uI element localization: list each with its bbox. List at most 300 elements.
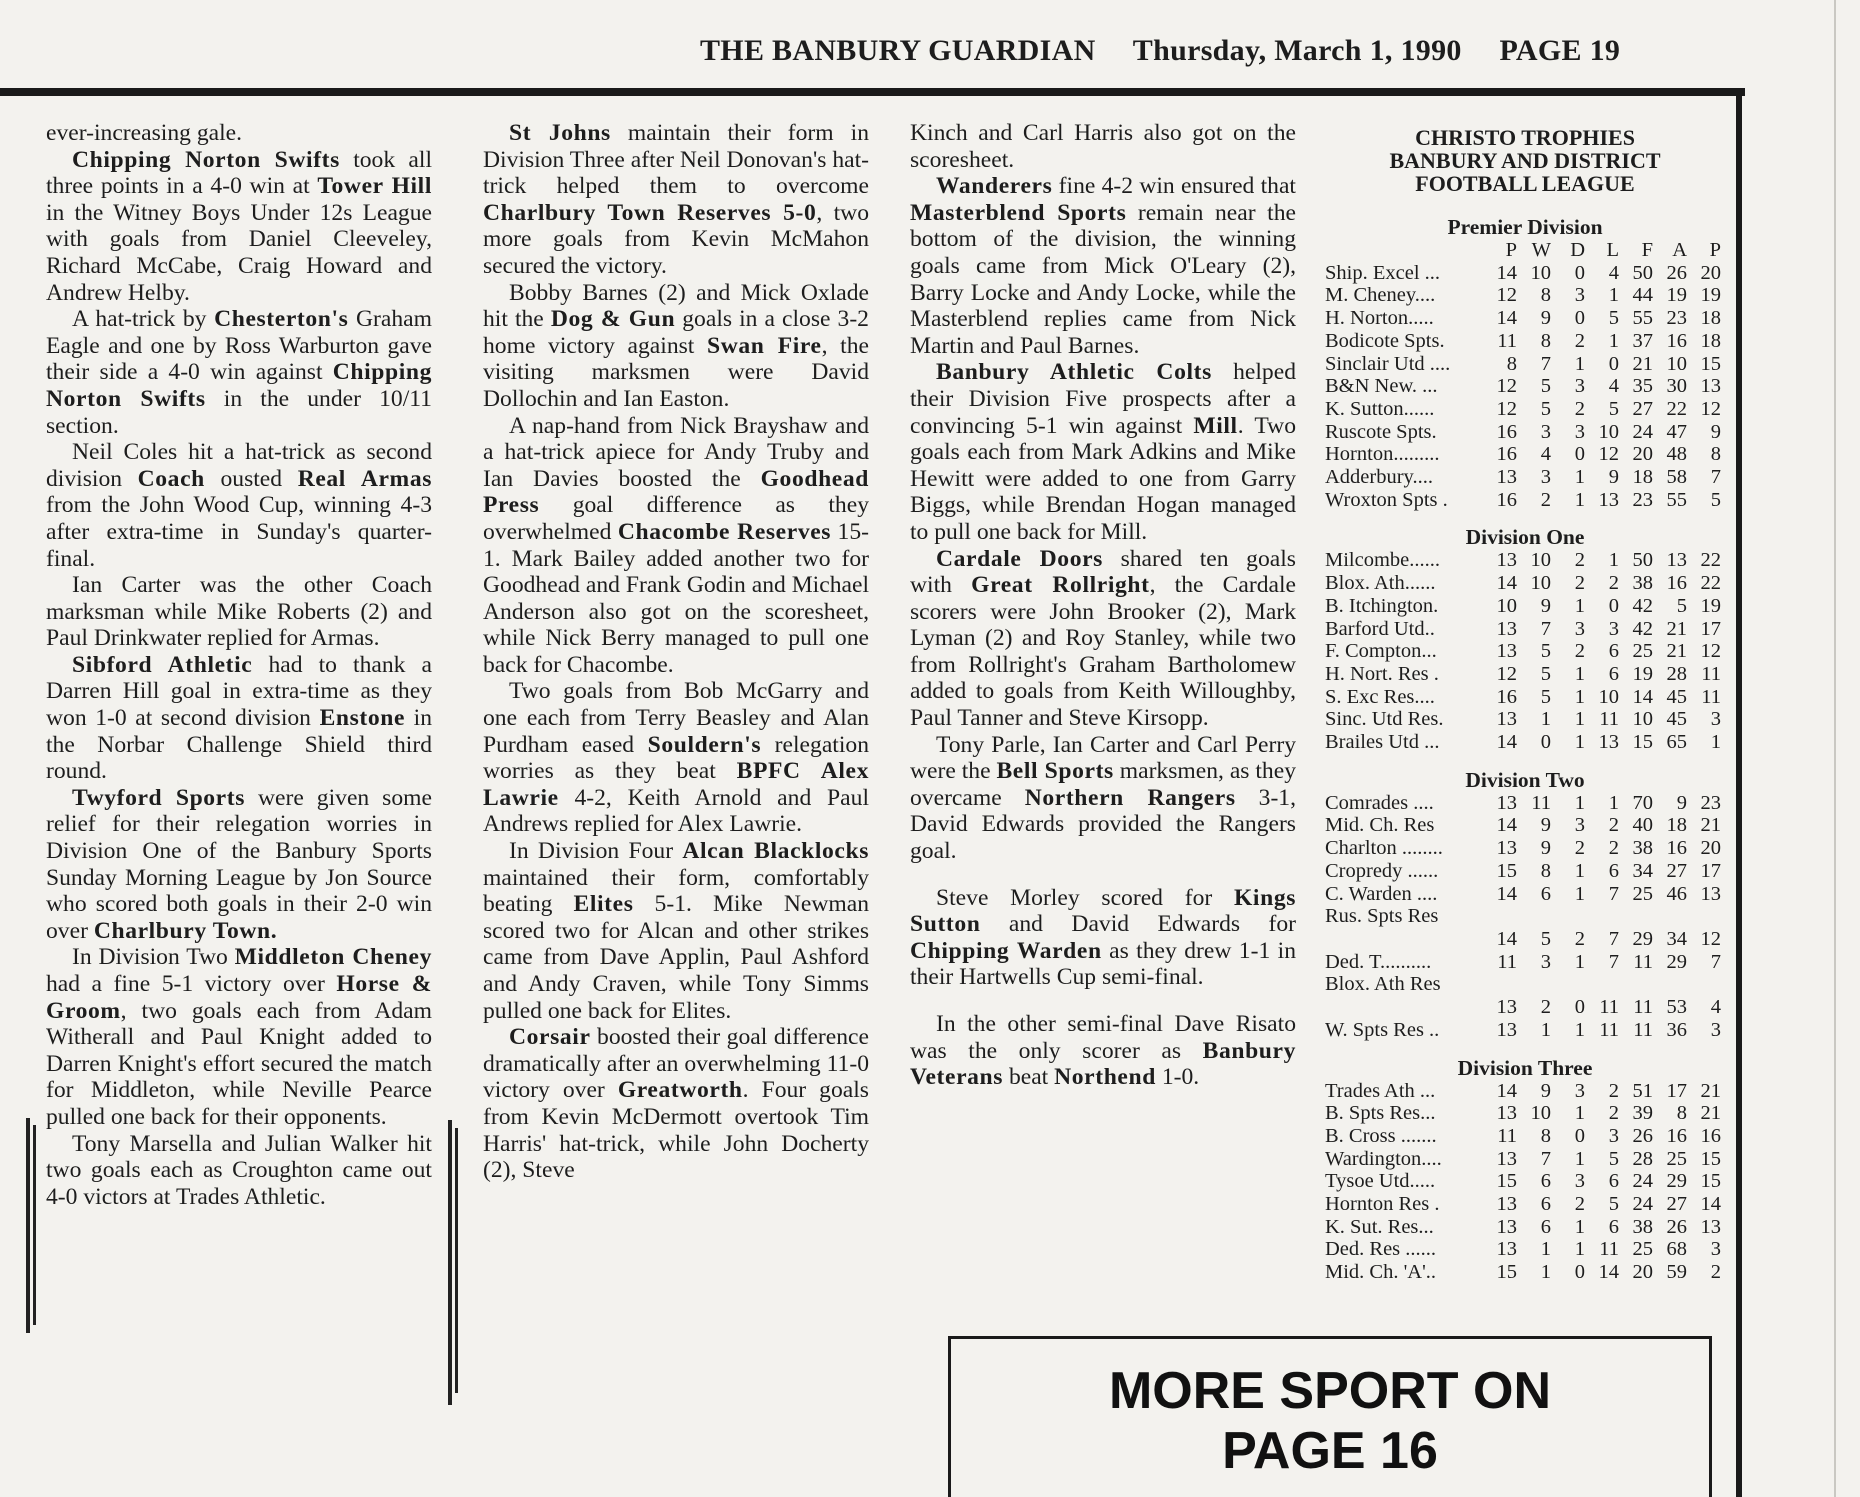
bold-name: Twyford Sports xyxy=(72,784,245,811)
bold-name: Charlbury Town. xyxy=(93,917,278,944)
stat-cell: 2 xyxy=(1574,329,1585,352)
column-header: P xyxy=(1505,239,1517,261)
article-paragraph xyxy=(483,838,869,1024)
stat-cell: 10 xyxy=(1598,685,1619,708)
bold-name: Mill xyxy=(1193,412,1238,439)
team-name: Ded. Res ...... xyxy=(1325,1238,1437,1261)
stat-cell: 3 xyxy=(1574,1079,1585,1102)
league-divisions xyxy=(1325,215,1725,1284)
team-name: B. Itchington. xyxy=(1325,594,1439,617)
stat-cell: 4 xyxy=(1540,443,1551,466)
stat-cell: 13 xyxy=(1598,731,1619,754)
team-name: Wardington.... xyxy=(1325,1147,1442,1170)
stat-cell: 0 xyxy=(1574,1124,1585,1147)
article-paragraph xyxy=(46,439,432,572)
issue-date: Thursday, March 1, 1990 xyxy=(1132,34,1462,67)
more-sport-line: PAGE 16 xyxy=(1222,1422,1438,1480)
stat-cell: 22 xyxy=(1700,572,1721,595)
stat-cell: 3 xyxy=(1710,708,1721,731)
paragraph-text: . Two goals each from Mark Adkins and Mike Hewitt were added to one from Garry Biggs, while Brendan Hogan managed to pull one back for Mill. xyxy=(910,412,1296,545)
stat-cell: 21 xyxy=(1666,617,1687,640)
stat-cell: 35 xyxy=(1632,375,1653,398)
paragraph-text: goals in a close 3-2 home victory against xyxy=(483,306,869,359)
stat-cell: 30 xyxy=(1666,375,1687,398)
stat-cell: 3 xyxy=(1574,814,1585,837)
stat-cell: 5 xyxy=(1710,488,1721,511)
article-paragraph xyxy=(46,944,432,1130)
team-name: M. Cheney.... xyxy=(1325,284,1436,307)
stat-cell: 21 xyxy=(1632,352,1653,375)
table-row xyxy=(1325,1170,1725,1193)
paragraph-text: Tony Marsella and Julian Walker hit two goals each as Croughton came out 4-0 victors at Trades Athletic. xyxy=(46,1130,432,1210)
stat-cell: 21 xyxy=(1666,640,1687,663)
stat-cell: 1 xyxy=(1574,1018,1585,1041)
stat-cell: 3 xyxy=(1710,1018,1721,1041)
bold-name: Northend xyxy=(1054,1064,1156,1091)
stat-cell: 47 xyxy=(1666,420,1687,443)
paragraph-text: Two goals from Bob McGarry and one each from Terry Beasley and Alan Purdham eased xyxy=(483,678,869,758)
league-title xyxy=(1325,126,1725,195)
team-name: Brailes Utd ... xyxy=(1325,731,1440,754)
stat-cell: 13 xyxy=(1496,617,1517,640)
paragraph-text: as they drew 1-1 in their Hartwells Cup semi-final. xyxy=(910,937,1296,991)
bold-name: Chipping Warden xyxy=(910,937,1102,964)
bold-name: Kings Sutton xyxy=(910,884,1296,938)
team-name: S. Exc Res.... xyxy=(1325,685,1435,708)
team-name: H. Norton..... xyxy=(1325,307,1434,330)
article-paragraph xyxy=(910,120,1296,173)
article-paragraph xyxy=(483,120,869,280)
table-row xyxy=(1325,860,1725,883)
bold-name: Charlbury Town Reserves 5-0 xyxy=(483,199,817,226)
stat-cell xyxy=(1517,905,1551,928)
team-name: Mid. Ch. Res xyxy=(1325,814,1435,837)
stat-cell: 11 xyxy=(1599,708,1619,731)
margin-mark-left xyxy=(26,1118,30,1333)
stat-cell: 1 xyxy=(1540,708,1551,731)
table-row xyxy=(1325,398,1725,421)
stat-cell: 2 xyxy=(1574,837,1585,860)
stat-cell: 1 xyxy=(1574,466,1585,489)
paragraph-text: relegation worries as they beat xyxy=(483,731,869,785)
stat-cell: 16 xyxy=(1666,837,1687,860)
stat-cell: 8 xyxy=(1540,329,1551,352)
article-paragraph xyxy=(910,1011,1296,1091)
paragraph-text: , the visiting marksmen were David Dollochin and Ian Easton. xyxy=(483,332,869,412)
stat-cell: 6 xyxy=(1608,640,1619,663)
stat-cell: 38 xyxy=(1632,572,1653,595)
stat-cell: 22 xyxy=(1700,549,1721,572)
team-name: Tysoe Utd..... xyxy=(1325,1170,1436,1193)
stat-cell: 1 xyxy=(1608,329,1619,352)
team-name: Adderbury.... xyxy=(1325,466,1433,489)
stat-cell: 25 xyxy=(1632,882,1653,905)
table-row xyxy=(1325,996,1725,1019)
table-row xyxy=(1325,1148,1725,1171)
stat-cell: 13 xyxy=(1700,882,1721,905)
stat-cell: 3 xyxy=(1608,617,1619,640)
stat-cell: 11 xyxy=(1497,329,1517,352)
stat-cell: 1 xyxy=(1608,549,1619,572)
stat-cell xyxy=(1619,905,1653,928)
stat-cell: 2 xyxy=(1608,1102,1619,1125)
table-row xyxy=(1325,883,1725,906)
stat-cell: 12 xyxy=(1496,662,1517,685)
stat-cell: 15 xyxy=(1496,859,1517,882)
article-paragraph xyxy=(910,546,1296,732)
stat-cell: 1 xyxy=(1574,662,1585,685)
stat-cell: 7 xyxy=(1710,466,1721,489)
team-name: Mid. Ch. 'A'.. xyxy=(1325,1261,1437,1284)
stat-cell: 2 xyxy=(1710,1261,1721,1284)
stat-cell: 11 xyxy=(1701,662,1721,685)
margin-mark-middle xyxy=(448,1120,452,1405)
bold-name: Dog & Gun xyxy=(550,306,676,333)
stat-cell: 1 xyxy=(1608,284,1619,307)
article-paragraph xyxy=(483,280,869,413)
stat-cell xyxy=(1517,973,1551,996)
table-row xyxy=(1325,284,1725,307)
league-title-line: BANBURY AND DISTRICT xyxy=(1389,148,1661,173)
paragraph-text: ever-increasing gale. xyxy=(46,120,243,146)
stat-cell: 20 xyxy=(1700,837,1721,860)
stat-cell: 27 xyxy=(1666,1193,1687,1216)
stat-cell: 9 xyxy=(1540,814,1551,837)
stat-cell: 14 xyxy=(1496,814,1517,837)
paragraph-text: Graham Eagle and one by Ross Warburton gave their side a 4-0 win against xyxy=(46,306,432,386)
bold-name: Greatworth xyxy=(617,1077,743,1104)
header-spacer xyxy=(1325,239,1483,262)
stat-cell: 14 xyxy=(1496,927,1517,950)
stat-cell: 14 xyxy=(1496,731,1517,754)
stat-cell: 11 xyxy=(1497,950,1517,973)
stat-cell: 1 xyxy=(1574,685,1585,708)
stat-cell: 15 xyxy=(1700,1147,1721,1170)
stat-cell: 2 xyxy=(1574,640,1585,663)
stat-cell: 0 xyxy=(1540,731,1551,754)
stat-cell: 5 xyxy=(1540,397,1551,420)
bold-name: Masterblend Sports xyxy=(910,199,1127,226)
stat-cell: 18 xyxy=(1700,329,1721,352)
table-row xyxy=(1325,262,1725,285)
page-edge xyxy=(1834,0,1836,1497)
stat-cell: 24 xyxy=(1632,1170,1653,1193)
stat-cell: 6 xyxy=(1540,882,1551,905)
stat-cell: 20 xyxy=(1632,1261,1653,1284)
stat-cell: 3 xyxy=(1540,950,1551,973)
stat-cell: 0 xyxy=(1574,1261,1585,1284)
team-name: Bodicote Spts. xyxy=(1325,329,1445,352)
stat-cell: 59 xyxy=(1666,1261,1687,1284)
article-paragraph xyxy=(46,306,432,439)
paragraph-text: 5-1. Mike Newman scored two for Alcan and other strikes came from Dave Applin, Paul Ashford and Andy Craven, while Tony Simms pulled one back for Elites. xyxy=(483,891,869,1024)
paragraph-text: 4-2, Keith Arnold and Paul Andrews replied for Alex Lawrie. xyxy=(483,784,869,838)
stat-cell: 7 xyxy=(1608,882,1619,905)
stat-cell: 12 xyxy=(1700,397,1721,420)
stat-cell: 2 xyxy=(1540,996,1551,1019)
league-table xyxy=(1325,126,1725,1284)
stat-cell: 2 xyxy=(1540,488,1551,511)
stat-cell: 14 xyxy=(1496,1079,1517,1102)
bold-name: Banbury Athletic Colts xyxy=(936,359,1212,386)
stat-cell: 11 xyxy=(1599,996,1619,1019)
stat-cell: 10 xyxy=(1530,261,1551,284)
paragraph-text: 3-1, David Edwards provided the Rangers goal. xyxy=(910,784,1296,865)
bold-name: Souldern's xyxy=(647,731,762,758)
paragraph-text: in the Norbar Challenge Shield third round. xyxy=(46,705,432,785)
stat-cell: 2 xyxy=(1608,837,1619,860)
stat-cell xyxy=(1483,905,1517,928)
stat-cell: 21 xyxy=(1700,814,1721,837)
division-title: Division One xyxy=(1465,525,1585,550)
bold-name: Chipping Norton Swifts xyxy=(72,146,340,173)
table-row xyxy=(1325,973,1725,996)
stat-cell: 1 xyxy=(1540,1261,1551,1284)
stat-cell: 1 xyxy=(1608,791,1619,814)
table-header xyxy=(1325,239,1725,262)
table-row xyxy=(1325,443,1725,466)
stat-cell: 1 xyxy=(1574,1102,1585,1125)
stat-cell: 4 xyxy=(1608,261,1619,284)
stat-cell: 28 xyxy=(1632,1147,1653,1170)
paragraph-text: were given some relief for their relegation worries in Division One of the Banbury Sports Sunday Morning League by Jon Source who scored both goals in their 2-0 win over xyxy=(46,784,432,944)
stat-cell: 10 xyxy=(1632,708,1653,731)
stat-cell: 11 xyxy=(1633,1018,1653,1041)
stat-cell: 15 xyxy=(1496,1170,1517,1193)
stat-cell: 1 xyxy=(1574,488,1585,511)
stat-cell: 13 xyxy=(1496,1238,1517,1261)
team-name: K. Sut. Res... xyxy=(1325,1215,1434,1238)
stat-cell: 36 xyxy=(1666,1018,1687,1041)
table-row xyxy=(1325,1238,1725,1261)
table-row xyxy=(1325,1261,1725,1284)
table-row xyxy=(1325,792,1725,815)
stat-cell: 34 xyxy=(1666,927,1687,950)
stat-cell: 28 xyxy=(1666,662,1687,685)
team-name: Blox. Ath Res xyxy=(1325,973,1441,996)
stat-cell: 40 xyxy=(1632,814,1653,837)
stat-cell: 38 xyxy=(1632,1215,1653,1238)
bold-name: Chacombe Reserves xyxy=(617,518,832,545)
team-name: Milcombe...... xyxy=(1325,549,1441,572)
stat-cell: 68 xyxy=(1666,1238,1687,1261)
stat-cell: 26 xyxy=(1666,1215,1687,1238)
stat-cell: 16 xyxy=(1666,572,1687,595)
stat-cell: 2 xyxy=(1574,572,1585,595)
stat-cell: 14 xyxy=(1632,685,1653,708)
stat-cell: 22 xyxy=(1666,397,1687,420)
article-paragraph xyxy=(46,1131,432,1211)
stat-cell: 16 xyxy=(1496,443,1517,466)
bold-name: St Johns xyxy=(509,120,611,146)
team-name: Barford Utd.. xyxy=(1325,617,1435,640)
stat-cell: 2 xyxy=(1608,572,1619,595)
paragraph-text: shared ten goals with xyxy=(910,545,1296,599)
stat-cell: 5 xyxy=(1608,397,1619,420)
stat-cell: 1 xyxy=(1540,1018,1551,1041)
stat-cell: 12 xyxy=(1700,927,1721,950)
table-row xyxy=(1325,928,1725,951)
table-row xyxy=(1325,1019,1725,1042)
stat-cell: 2 xyxy=(1608,814,1619,837)
stat-cell: 15 xyxy=(1700,352,1721,375)
stat-cell: 26 xyxy=(1666,261,1687,284)
top-rule xyxy=(0,88,1745,96)
paragraph-text: 15-1. Mark Bailey added another two for Goodhead and Frank Godin and Michael Anderson also got on the scoresheet, while Nick Berry managed to pull one back for Chacombe. xyxy=(483,518,869,678)
stat-cell: 13 xyxy=(1700,375,1721,398)
stat-cell: 48 xyxy=(1666,443,1687,466)
stat-cell: 0 xyxy=(1574,443,1585,466)
paragraph-text: Kinch and Carl Harris also got on the scoresheet. xyxy=(910,120,1296,173)
stat-cell: 3 xyxy=(1574,1170,1585,1193)
stat-cell xyxy=(1619,973,1653,996)
article-column-2 xyxy=(483,120,869,1492)
stat-cell: 13 xyxy=(1496,1147,1517,1170)
stat-cell: 1 xyxy=(1574,882,1585,905)
stat-cell: 18 xyxy=(1632,466,1653,489)
team-name: W. Spts Res .. xyxy=(1325,1018,1440,1041)
paragraph-text: , two goals each from Adam Witherall and Paul Knight added to Darren Knight's effort secured the match for Middleton, while Neville Pearce pulled one back for their opponents. xyxy=(46,997,432,1130)
stat-cell: 7 xyxy=(1608,927,1619,950)
paragraph-text: Tony Parle, Ian Carter and Carl Perry were the xyxy=(910,731,1296,785)
bold-name: Chesterton's xyxy=(214,306,349,333)
stat-cell: 20 xyxy=(1700,261,1721,284)
stat-cell: 15 xyxy=(1700,1170,1721,1193)
stat-cell: 29 xyxy=(1666,950,1687,973)
paragraph-text: remain near the bottom of the division, the winning goals came from Mick O'Leary (2), Barry Locke and Andy Locke, while the Masterblend replies came from Nick Martin and Paul Barnes. xyxy=(910,199,1296,359)
stat-cell: 10 xyxy=(1666,352,1687,375)
stat-cell: 17 xyxy=(1700,617,1721,640)
article-column-3 xyxy=(910,120,1296,1492)
stat-cell: 24 xyxy=(1632,1193,1653,1216)
paragraph-text: maintained their form, comfortably beating xyxy=(483,864,869,918)
team-name: F. Compton... xyxy=(1325,640,1437,663)
stat-cell: 58 xyxy=(1666,466,1687,489)
stat-cell: 19 xyxy=(1632,662,1653,685)
stat-cell: 13 xyxy=(1496,708,1517,731)
stat-cell: 6 xyxy=(1540,1170,1551,1193)
stat-cell: 14 xyxy=(1496,307,1517,330)
stat-cell: 45 xyxy=(1666,708,1687,731)
stat-cell: 14 xyxy=(1496,882,1517,905)
bold-name: Alcan Blacklocks xyxy=(682,838,869,865)
stat-cell: 39 xyxy=(1632,1102,1653,1125)
stat-cell: 9 xyxy=(1540,837,1551,860)
table-row xyxy=(1325,375,1725,398)
column-header: L xyxy=(1606,239,1619,261)
stat-cell: 17 xyxy=(1666,1079,1687,1102)
division-title: Division Two xyxy=(1465,767,1585,792)
stat-cell: 42 xyxy=(1632,617,1653,640)
team-name: Ded. T.......... xyxy=(1325,950,1432,973)
margin-mark-left-2 xyxy=(33,1125,36,1325)
stat-cell: 13 xyxy=(1496,996,1517,1019)
stat-cell: 5 xyxy=(1608,1193,1619,1216)
stat-cell: 16 xyxy=(1666,1124,1687,1147)
stat-cell: 3 xyxy=(1574,617,1585,640)
paragraph-text: and David Edwards for xyxy=(980,911,1296,938)
stat-cell: 11 xyxy=(1633,996,1653,1019)
paragraph-text: Neil Coles hit a hat-trick as second division xyxy=(46,439,432,492)
paragraph-text: in the under 10/11 section. xyxy=(46,385,432,439)
table-row xyxy=(1325,618,1725,641)
stat-cell: 26 xyxy=(1632,1124,1653,1147)
stat-cell: 4 xyxy=(1608,375,1619,398)
paragraph-text: ousted xyxy=(204,465,298,492)
article-paragraph xyxy=(483,1024,869,1184)
stat-cell: 13 xyxy=(1496,791,1517,814)
table-row xyxy=(1325,814,1725,837)
stat-cell: 6 xyxy=(1608,1215,1619,1238)
table-row xyxy=(1325,489,1725,512)
stat-cell: 13 xyxy=(1666,549,1687,572)
stat-cell: 25 xyxy=(1632,1238,1653,1261)
bold-name: Tower Hill xyxy=(317,173,432,200)
stat-cell: 14 xyxy=(1598,1261,1619,1284)
table-row xyxy=(1325,1102,1725,1125)
stat-cell: 53 xyxy=(1666,996,1687,1019)
stat-cell: 10 xyxy=(1530,1102,1551,1125)
stat-cell: 13 xyxy=(1700,1215,1721,1238)
article-paragraph xyxy=(910,885,1296,991)
team-name: B. Spts Res... xyxy=(1325,1102,1436,1125)
paragraph-text: Steve Morley scored for xyxy=(936,884,1234,911)
bold-name: Enstone xyxy=(319,705,406,732)
stat-cell: 9 xyxy=(1540,307,1551,330)
team-name: Ship. Excel ... xyxy=(1325,261,1441,284)
stat-cell: 16 xyxy=(1496,685,1517,708)
stat-cell: 2 xyxy=(1574,549,1585,572)
column-header: A xyxy=(1672,239,1687,261)
table-row xyxy=(1325,572,1725,595)
stat-cell: 7 xyxy=(1540,352,1551,375)
article-paragraph xyxy=(46,147,432,307)
stat-cell: 6 xyxy=(1540,1193,1551,1216)
stat-cell: 3 xyxy=(1540,420,1551,443)
table-row xyxy=(1325,1080,1725,1103)
team-name: Comrades .... xyxy=(1325,791,1434,814)
stat-cell: 0 xyxy=(1608,352,1619,375)
team-name: Ruscote Spts. xyxy=(1325,420,1437,443)
table-row xyxy=(1325,307,1725,330)
paragraph-text: A hat-trick by xyxy=(72,306,215,333)
stat-cell: 16 xyxy=(1700,1124,1721,1147)
stat-cell: 9 xyxy=(1540,594,1551,617)
team-name xyxy=(1325,928,1483,951)
stat-cell: 13 xyxy=(1496,549,1517,572)
stat-cell: 6 xyxy=(1540,1215,1551,1238)
stat-cell: 1 xyxy=(1574,708,1585,731)
stat-cell: 0 xyxy=(1574,261,1585,284)
team-name: Sinc. Utd Res. xyxy=(1325,708,1444,731)
stat-cell: 23 xyxy=(1632,488,1653,511)
stat-cell: 17 xyxy=(1700,859,1721,882)
stat-cell: 21 xyxy=(1700,1079,1721,1102)
paragraph-text: goal difference as they overwhelmed xyxy=(483,492,869,545)
stat-cell: 11 xyxy=(1633,950,1653,973)
paragraph-text: , two more goals from Kevin McMahon secured the victory. xyxy=(483,199,869,279)
bold-name: Sibford Athletic xyxy=(72,651,253,678)
bold-name: Corsair xyxy=(509,1024,591,1051)
stat-cell xyxy=(1687,905,1721,928)
stat-cell: 7 xyxy=(1540,1147,1551,1170)
stat-cell: 6 xyxy=(1608,662,1619,685)
stat-cell: 13 xyxy=(1496,640,1517,663)
article-paragraph xyxy=(910,359,1296,545)
team-name: H. Nort. Res . xyxy=(1325,662,1439,685)
stat-cell: 1 xyxy=(1574,791,1585,814)
stat-cell xyxy=(1585,905,1619,928)
